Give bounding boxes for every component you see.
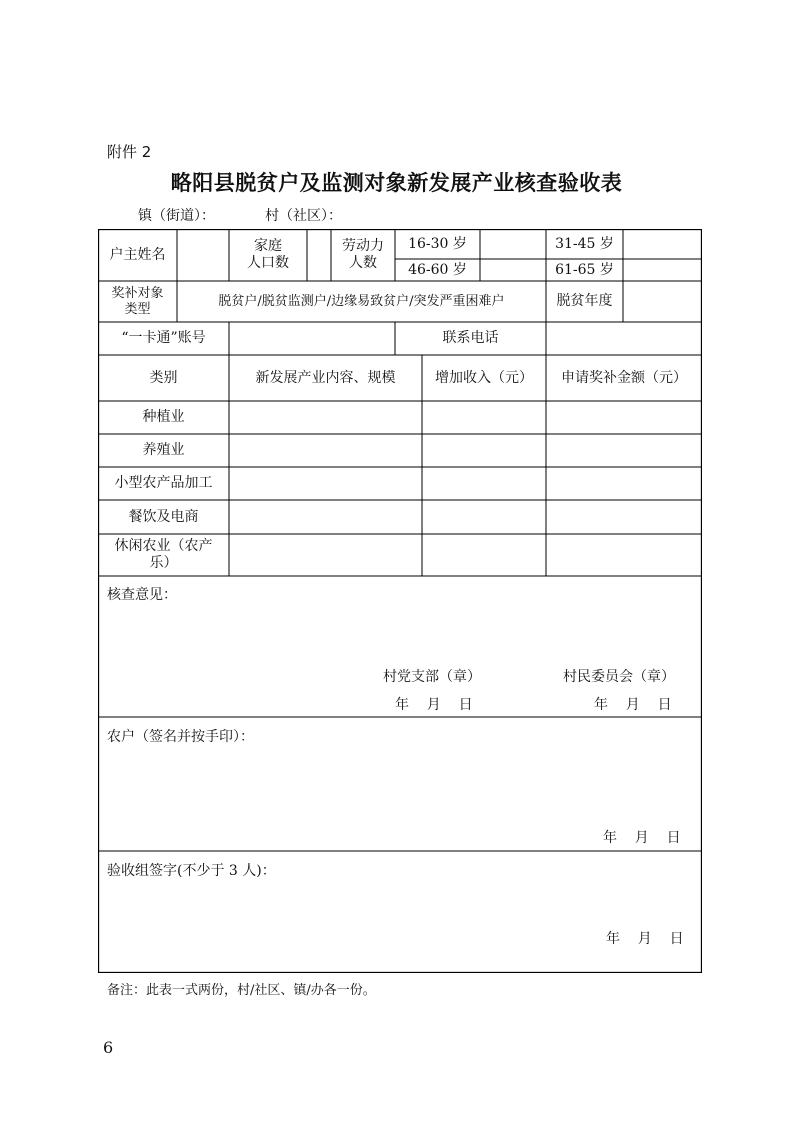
- age-16-30-field[interactable]: [480, 229, 546, 259]
- age-61-65-label: 61-65 岁: [555, 261, 614, 278]
- head-name-label: 户主姓名: [109, 246, 166, 263]
- labor-count-label: 劳动力 人数: [342, 238, 384, 271]
- page-number: 6: [103, 1038, 114, 1057]
- age-46-60-label: 46-60 岁: [408, 261, 467, 278]
- category-column-header: 类别: [149, 369, 178, 386]
- family-population-field[interactable]: [307, 229, 331, 281]
- opinion-date-1: 年 月 日: [395, 697, 473, 713]
- age-16-30-label: 16-30 岁: [408, 235, 467, 252]
- poverty-exit-year-field[interactable]: [623, 281, 702, 322]
- footnote: 备注：此表一式两份，村/社区、镇/办各一份。: [107, 983, 376, 998]
- age-31-45-field[interactable]: [623, 229, 702, 259]
- farmer-signature-label: 农户（签名并按手印）：: [107, 729, 254, 745]
- content-column-header: 新发展产业内容、规模: [255, 369, 396, 386]
- farmer-date: 年 月 日: [603, 830, 681, 846]
- category-processing: 小型农产品加工: [114, 475, 213, 491]
- phone-field[interactable]: [546, 322, 702, 355]
- acceptance-group-label: 验收组签字(不少于 3 人)：: [107, 863, 276, 879]
- family-population-label: 家庭 人口数: [247, 238, 289, 271]
- amount-column-header: 申请奖补金额（元）: [561, 369, 687, 386]
- village-label: 村（社区）：: [265, 208, 342, 224]
- verification-form-table: [98, 229, 702, 973]
- phone-label: 联系电话: [442, 330, 499, 346]
- category-breeding: 养殖业: [142, 442, 185, 458]
- category-leisure-agriculture: 休闲农业（农产 乐）: [114, 538, 213, 571]
- bank-card-field[interactable]: [229, 322, 395, 355]
- village-committee-seal: 村民委员会（章）: [563, 669, 675, 685]
- category-planting: 种植业: [142, 409, 185, 425]
- group-date: 年 月 日: [606, 931, 684, 947]
- subsidy-type-label: 奖补对象 类型: [111, 285, 164, 317]
- town-label: 镇（街道）：: [138, 208, 215, 224]
- household-type-options[interactable]: 脱贫户/脱贫监测户/边缘易致贫户/突发严重困难户: [218, 294, 505, 309]
- age-31-45-label: 31-45 岁: [555, 235, 614, 252]
- category-catering-ecommerce: 餐饮及电商: [128, 508, 199, 525]
- opinion-date-2: 年 月 日: [594, 697, 672, 713]
- age-46-60-field[interactable]: [480, 259, 546, 281]
- party-branch-seal: 村党支部（章）: [383, 669, 481, 685]
- age-61-65-field[interactable]: [623, 259, 702, 281]
- head-name-field[interactable]: [177, 229, 229, 281]
- bank-card-label: “一卡通”账号: [121, 330, 206, 346]
- income-column-header: 增加收入（元）: [435, 369, 533, 386]
- form-title: 略阳县脱贫户及监测对象新发展产业核查验收表: [170, 170, 623, 195]
- attachment-label: 附件 2: [107, 143, 152, 161]
- opinion-label: 核查意见：: [107, 587, 177, 603]
- poverty-exit-year-label: 脱贫年度: [556, 293, 613, 309]
